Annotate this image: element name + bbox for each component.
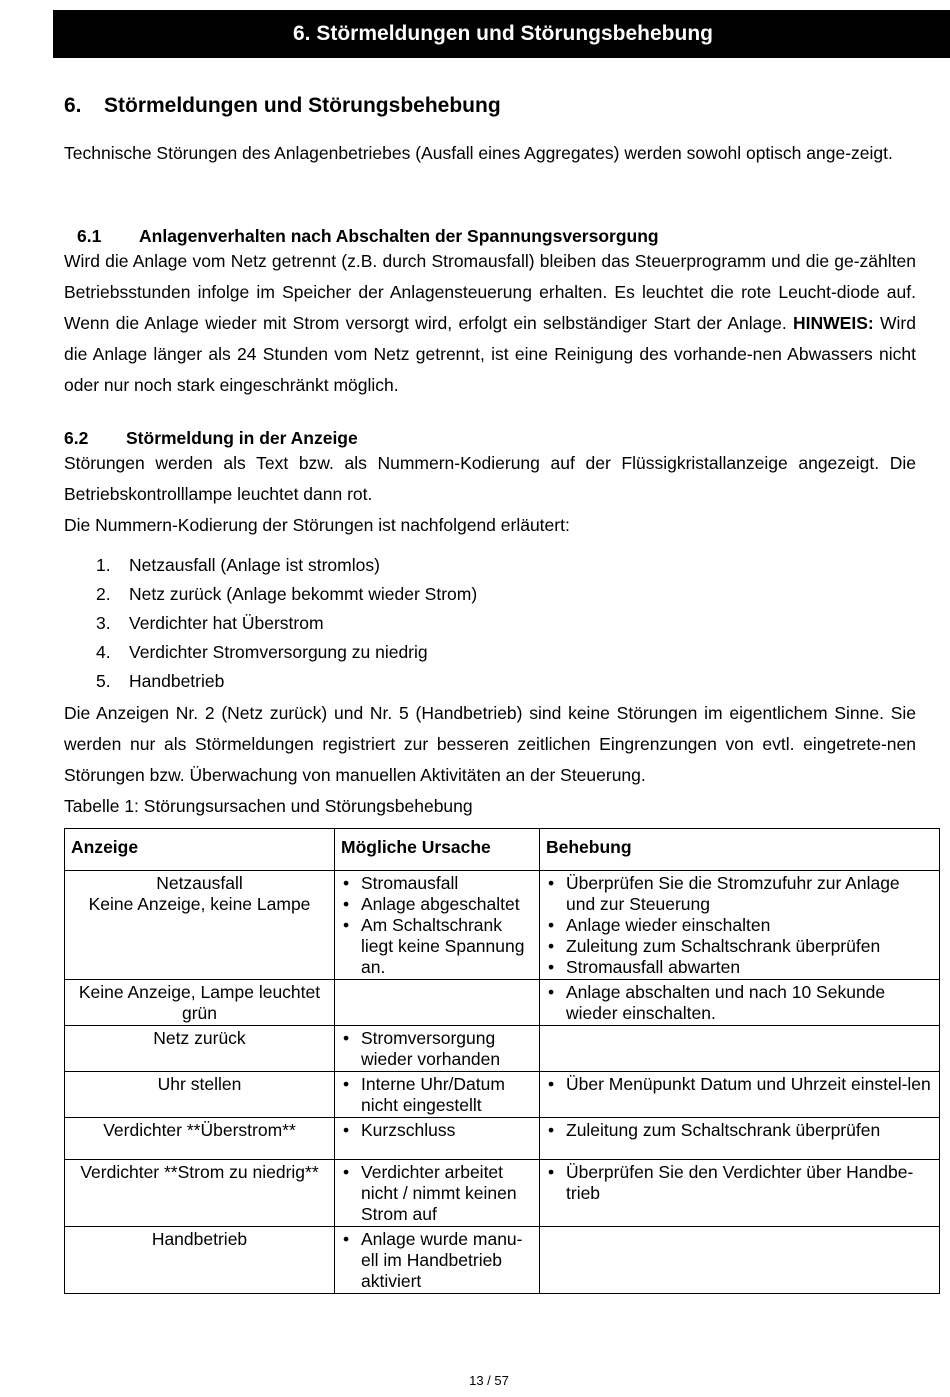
cell-text: Uhr stellen <box>157 1074 242 1094</box>
section-heading <box>64 94 501 118</box>
table-row <box>65 1118 940 1160</box>
bullet-item: • Anlage abschalten und nach 10 Sekunde wieder einschalten. <box>546 982 933 1024</box>
list-item-number: 3. <box>96 613 111 633</box>
section-number: 6. <box>64 94 82 117</box>
bullet-item: • Anlage wurde manu-ell im Handbetrieb aktiviert <box>341 1229 533 1292</box>
column-header-anzeige: Anzeige <box>65 829 335 871</box>
bullet-item: • Stromversorgung wieder vorhanden <box>341 1028 533 1070</box>
bullet-item: • Anlage wieder einschalten <box>546 915 933 936</box>
table-caption: Tabelle 1: Störungsursachen und Störungsbehebung <box>64 796 473 816</box>
list-item-number: 1. <box>96 555 111 575</box>
list-item-text: Handbetrieb <box>129 671 225 691</box>
cell-anzeige <box>65 1072 335 1118</box>
bullet-item: • Verdichter arbeitet nicht / nimmt keinen Strom auf <box>341 1162 533 1225</box>
list-item <box>96 667 477 696</box>
subsection-6-1-paragraph: Wird die Anlage vom Netz getrennt (z.B. durch Stromausfall) bleiben das Steuerprogramm und die ge-zählten Betriebsstunden infolge im Speicher der Anlagensteuerung erhalten. Es leuchtet die rote Leucht-diode auf. Wenn die Anlage wieder mit Strom versorgt wird, erfolgt ein selbständiger Start der Anlage. <box>64 251 916 333</box>
bullet-item: • Am Schaltschrank liegt keine Spannung an. <box>341 915 533 978</box>
cell-anzeige <box>65 1026 335 1072</box>
cell-ursache <box>335 1026 540 1072</box>
table-row <box>65 871 940 980</box>
subsection-6-2-text3: Die Anzeigen Nr. 2 (Netz zurück) und Nr. 5 (Handbetrieb) sind keine Störungen im eigentlichem Sinne. Sie werden nur als Störmeldungen registriert zur besseren zeitlichen Eingrenzungen von evtl. eingetrete-nen Störungen bzw. Überwachung von manuellen Aktivitäten an der Steuerung. <box>64 703 916 785</box>
cell-ursache <box>335 1072 540 1118</box>
bullet-item: • Zuleitung zum Schaltschrank überprüfen <box>546 936 933 957</box>
bullet-item: • Überprüfen Sie die Stromzufuhr zur Anlage und zur Steuerung <box>546 873 933 915</box>
note-text: Wird die Anlage länger als 24 Stunden vom Netz getrennt, ist eine Reinigung des vorhande-nen Abwassers nicht oder nur noch stark eingeschränkt möglich. <box>64 313 916 395</box>
section-title: Störmeldungen und Störungsbehebung <box>104 94 501 117</box>
cell-anzeige <box>65 1227 335 1294</box>
table-header-row <box>65 829 940 871</box>
section-intro: Technische Störungen des Anlagenbetriebes (Ausfall eines Aggregates) werden sowohl optisch ange-zeigt. <box>64 143 893 163</box>
list-item-text: Verdichter hat Überstrom <box>129 613 324 633</box>
list-item-number: 2. <box>96 584 111 604</box>
column-header-behebung: Behebung <box>540 829 940 871</box>
bullet-item: • Stromausfall <box>341 873 533 894</box>
cell-anzeige <box>65 1118 335 1160</box>
cell-behebung <box>540 1072 940 1118</box>
bullet-item: • Zuleitung zum Schaltschrank überprüfen <box>546 1120 933 1141</box>
cell-ursache <box>335 980 540 1026</box>
column-header-ursache: Mögliche Ursache <box>335 829 540 871</box>
subsection-6-1-title: Anlagenverhalten nach Abschalten der Spannungsversorgung <box>139 226 659 246</box>
list-item <box>96 609 477 638</box>
list-item-number: 5. <box>96 671 111 691</box>
cell-text: Netzausfall <box>156 873 243 893</box>
cell-text: Verdichter **Überstrom** <box>103 1120 296 1140</box>
page-number: 13 / 57 <box>469 1373 509 1388</box>
bullet-item: • Anlage abgeschaltet <box>341 894 533 915</box>
cell-text: Keine Anzeige, keine Lampe <box>88 894 311 914</box>
cell-ursache <box>335 871 540 980</box>
cell-behebung <box>540 871 940 980</box>
cell-anzeige <box>65 871 335 980</box>
bullet-item: • Kurzschluss <box>341 1120 533 1141</box>
note-label: HINWEIS: <box>793 313 874 333</box>
subsection-6-2-title: Störmeldung in der Anzeige <box>126 428 358 448</box>
subsection-6-2-heading <box>64 427 358 449</box>
subsection-6-2-text1: Störungen werden als Text bzw. als Nummern-Kodierung auf der Flüssigkristallanzeige angezeigt. Die Betriebskontrolllampe leuchtet dann rot. <box>64 453 916 504</box>
list-item-text: Netzausfall (Anlage ist stromlos) <box>129 555 380 575</box>
table-row <box>65 1160 940 1227</box>
table-row <box>65 1072 940 1118</box>
cell-anzeige <box>65 980 335 1026</box>
page-header-title: 6. Störmeldungen und Störungsbehebung <box>293 22 713 45</box>
cell-anzeige <box>65 1160 335 1227</box>
cell-behebung <box>540 1026 940 1072</box>
cell-behebung <box>540 980 940 1026</box>
cell-text: Keine Anzeige, Lampe leuchtet grün <box>78 982 321 1023</box>
subsection-6-1-number: 6.1 <box>77 226 102 246</box>
list-item-text: Verdichter Stromversorgung zu niedrig <box>129 642 428 662</box>
cell-text: Verdichter **Strom zu niedrig** <box>80 1162 319 1182</box>
subsection-6-2-number: 6.2 <box>64 428 89 448</box>
cell-ursache <box>335 1160 540 1227</box>
list-item-text: Netz zurück (Anlage bekommt wieder Strom) <box>129 584 478 604</box>
table-row <box>65 980 940 1026</box>
cell-text: Netz zurück <box>153 1028 246 1048</box>
cell-ursache <box>335 1227 540 1294</box>
cell-behebung <box>540 1227 940 1294</box>
subsection-6-1-text <box>64 246 916 401</box>
fault-table <box>64 828 940 1294</box>
cell-text: Handbetrieb <box>151 1229 248 1249</box>
bullet-item: • Über Menüpunkt Datum und Uhrzeit einstel-len <box>546 1074 933 1095</box>
fault-code-list <box>96 551 477 696</box>
bullet-item: • Stromausfall abwarten <box>546 957 933 978</box>
table-row <box>65 1227 940 1294</box>
bullet-item: • Interne Uhr/Datum nicht eingestellt <box>341 1074 533 1116</box>
subsection-6-1-heading <box>77 225 659 247</box>
list-item <box>96 638 477 667</box>
cell-behebung <box>540 1118 940 1160</box>
list-item-number: 4. <box>96 642 111 662</box>
list-item <box>96 551 477 580</box>
list-item <box>96 580 477 609</box>
subsection-6-2-text2: Die Nummern-Kodierung der Störungen ist nachfolgend erläutert: <box>64 515 570 535</box>
bullet-item: • Überprüfen Sie den Verdichter über Handbe-trieb <box>546 1162 933 1204</box>
page-header-bar <box>53 10 950 58</box>
cell-ursache <box>335 1118 540 1160</box>
cell-behebung <box>540 1160 940 1227</box>
table-row <box>65 1026 940 1072</box>
